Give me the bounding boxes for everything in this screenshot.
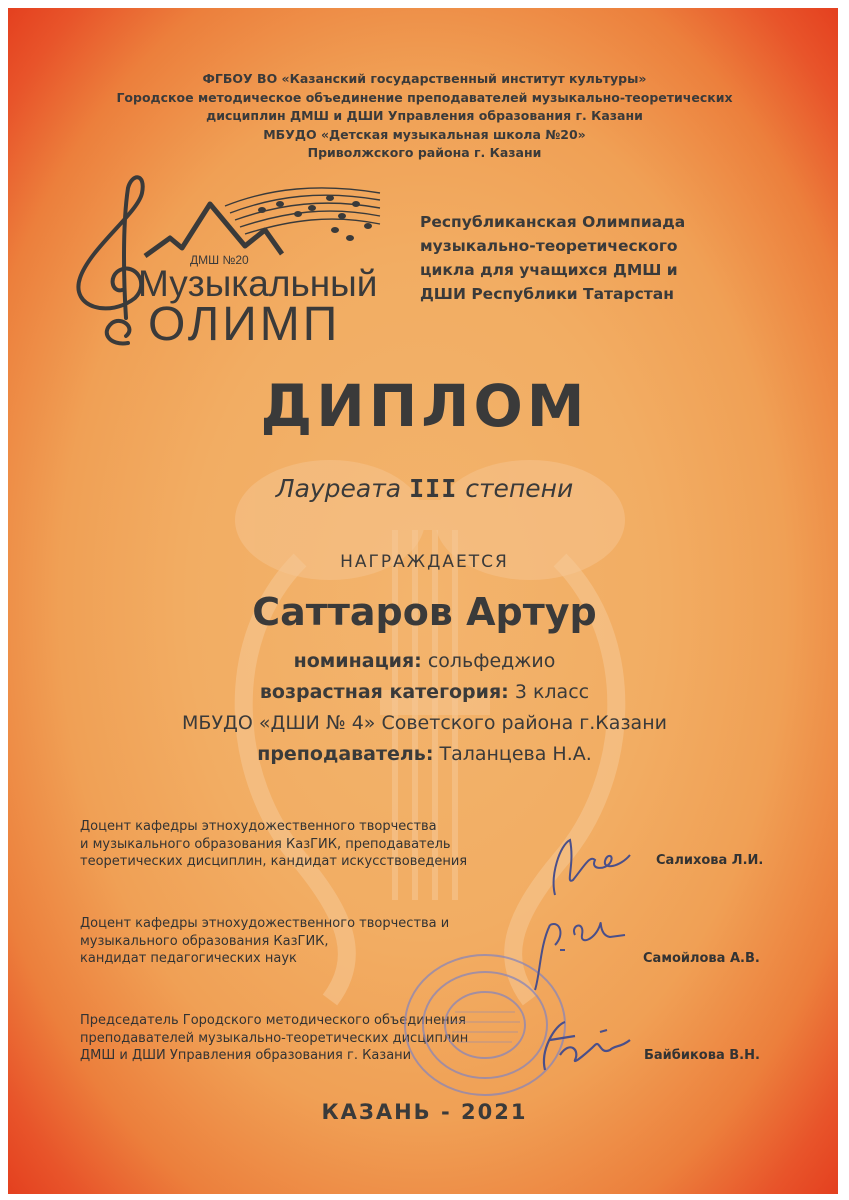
signatory-line: ДМШ и ДШИ Управления образования г. Казани <box>80 1048 412 1063</box>
school-row: МБУДО «ДШИ № 4» Советского района г.Казани <box>182 712 667 734</box>
award-details <box>0 646 849 770</box>
teacher-value: Таланцева Н.А. <box>439 743 592 765</box>
signatory-line: кандидат педагогических наук <box>80 951 297 966</box>
signatory-3-name: Байбикова В.Н. <box>644 1048 760 1063</box>
header-line: Городское методическое объединение преподавателей музыкально-теоретических <box>116 89 733 105</box>
organizers-header <box>0 70 849 163</box>
degree-rank: III <box>409 474 458 503</box>
signatory-1-name: Салихова Л.И. <box>656 853 764 868</box>
signatory-line: музыкального образования КазГИК, <box>80 933 329 949</box>
teacher-row <box>0 739 849 770</box>
header-line: ФГБОУ ВО «Казанский государственный институт культуры» <box>202 71 647 86</box>
treble-clef-icon <box>78 177 142 343</box>
recipient-name: Саттаров Артур <box>252 590 597 634</box>
age-value: 3 класс <box>514 681 590 703</box>
header-line: дисциплин ДМШ и ДШИ Управления образования г. Казани <box>206 108 643 123</box>
nomination-label: номинация: <box>293 650 422 672</box>
age-row <box>0 677 849 708</box>
signatory-line: и музыкального образования КазГИК, преподаватель <box>80 836 451 852</box>
age-label: возрастная категория: <box>259 681 509 703</box>
nomination-value: сольфеджио <box>427 650 556 672</box>
olympiad-line: Республиканская Олимпиада <box>420 213 686 231</box>
header-line: МБУДО «Детская музыкальная школа №20» <box>263 126 586 142</box>
olympiad-title <box>420 210 780 306</box>
nomination-row <box>0 646 849 677</box>
diploma-title: ДИПЛОМ <box>260 372 589 440</box>
logo-line1: Музыкальный <box>138 263 378 304</box>
header-line: Приволжского района г. Казани <box>307 145 542 160</box>
logo-line2: ОЛИМП <box>148 298 341 348</box>
degree-pre: Лауреата <box>275 474 402 503</box>
signatory-3-title <box>80 1012 468 1065</box>
signatory-line: Председатель Городского методического объединения <box>80 1013 466 1028</box>
city-year: КАЗАНЬ - 2021 <box>321 1100 528 1124</box>
logo-school: ДМШ №20 <box>190 253 249 267</box>
awarded-label: НАГРАЖДАЕТСЯ <box>340 552 509 572</box>
signatory-line: преподавателей музыкально-теоретических дисциплин <box>80 1030 469 1046</box>
teacher-label: преподаватель: <box>257 743 434 765</box>
music-notes-icon <box>258 195 372 241</box>
olympiad-line: цикла для учащихся ДМШ и <box>420 261 678 279</box>
laureate-degree <box>0 474 849 503</box>
music-olympus-logo <box>50 168 390 348</box>
olympiad-line: музыкально-теоретического <box>420 237 678 255</box>
degree-post: степени <box>465 474 574 503</box>
signatory-2-title <box>80 915 449 968</box>
signatory-1-title <box>80 818 467 871</box>
signatory-line: Доцент кафедры этнохудожественного творчества <box>80 819 437 834</box>
signatory-2-name: Самойлова А.В. <box>643 951 760 966</box>
signatory-line: Доцент кафедры этнохудожественного творчества и <box>80 916 450 931</box>
signatory-line: теоретических дисциплин, кандидат искусствоведения <box>80 854 468 869</box>
olympiad-line: ДШИ Республики Татарстан <box>420 285 674 303</box>
